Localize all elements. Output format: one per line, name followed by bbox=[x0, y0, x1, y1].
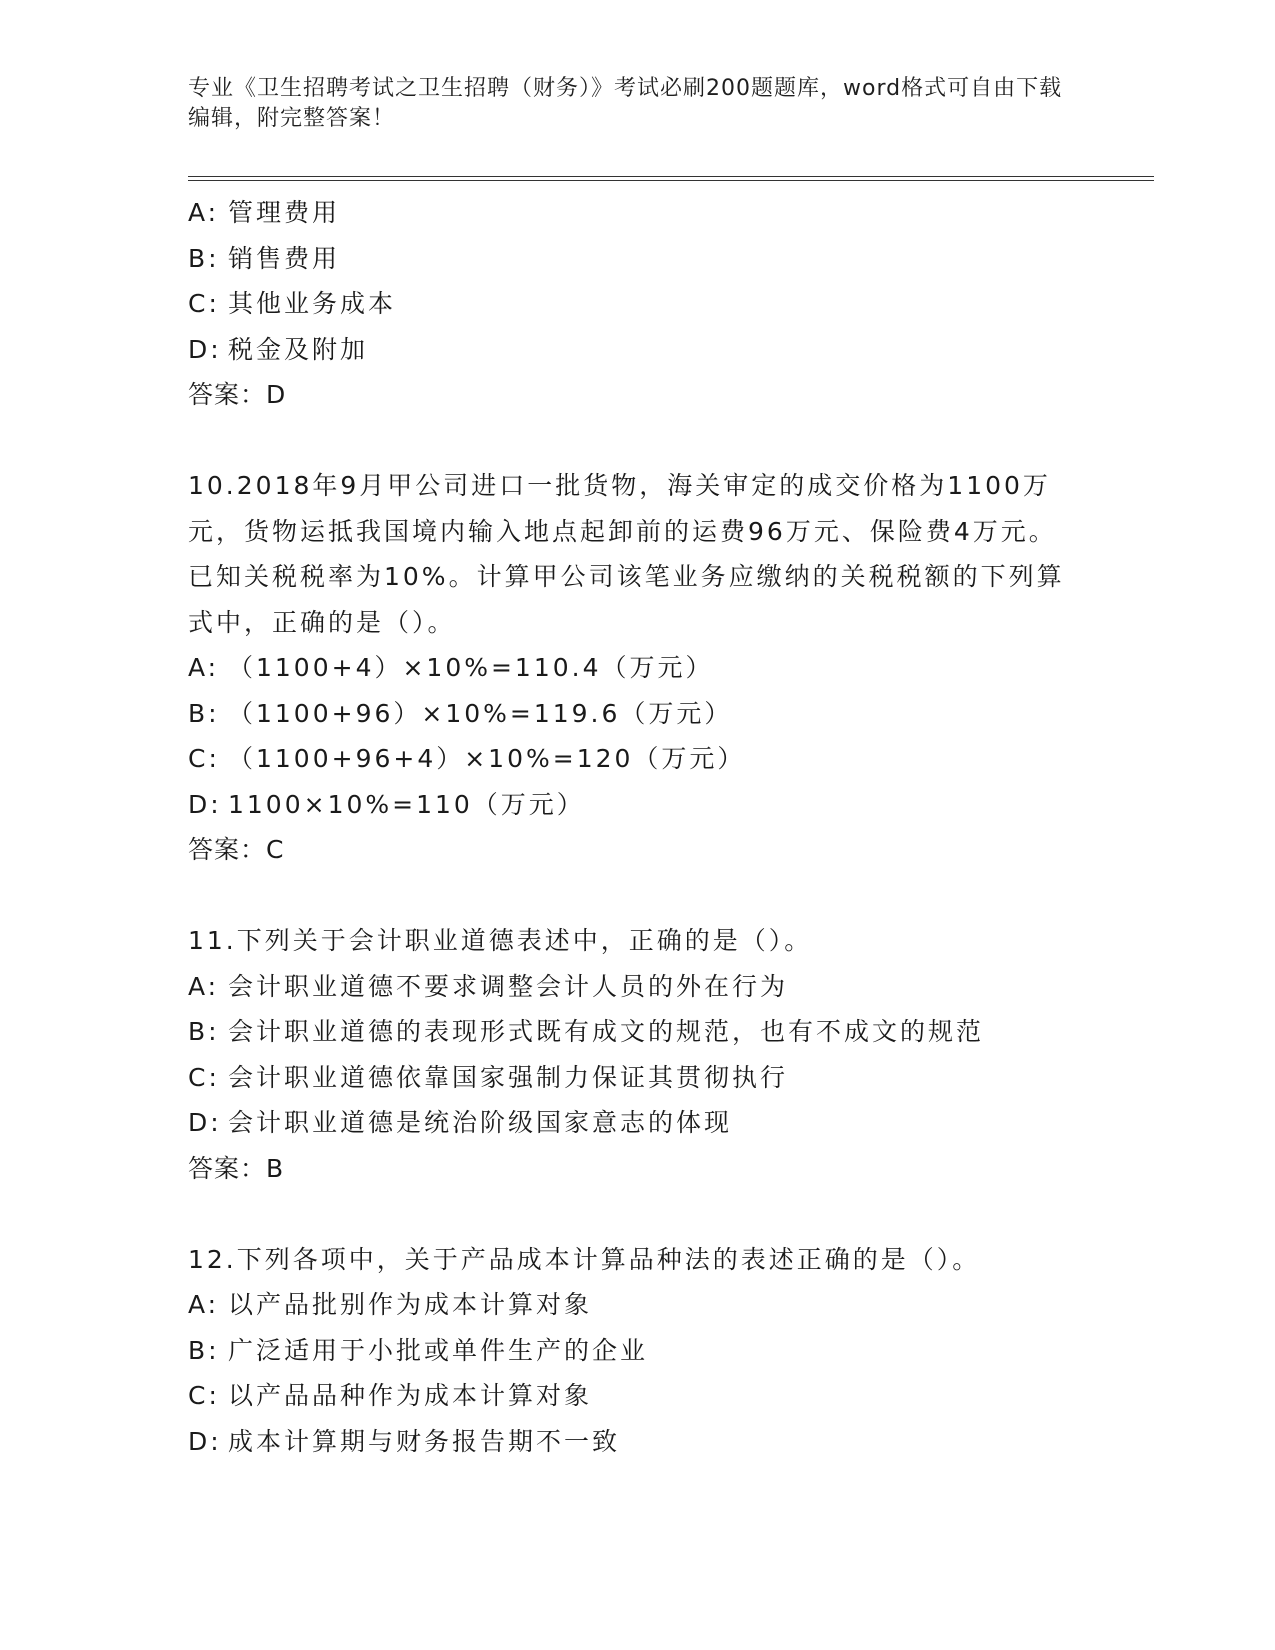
question-stem: 11.下列关于会计职业道德表述中，正确的是（）。 bbox=[188, 926, 813, 955]
answer-line: 答案：D bbox=[188, 380, 287, 409]
option-letter: C: bbox=[188, 1381, 220, 1410]
spacer bbox=[188, 1191, 1088, 1237]
spacer bbox=[188, 418, 1088, 464]
question-stem: 12.下列各项中，关于产品成本计算品种法的表述正确的是（）。 bbox=[188, 1244, 981, 1274]
option-d bbox=[188, 782, 1088, 828]
option-text: 1100×10%=110（万元） bbox=[228, 789, 585, 819]
option-text: 其他业务成本 bbox=[228, 289, 397, 318]
option-letter: C: bbox=[188, 1062, 220, 1092]
option-letter: B: bbox=[188, 1335, 220, 1365]
option-letter: D: bbox=[188, 1426, 222, 1456]
option-text: 以产品品种作为成本计算对象 bbox=[228, 1381, 593, 1410]
option-letter: B: bbox=[188, 698, 220, 728]
option-letter: A: bbox=[188, 198, 220, 227]
option-letter: D: bbox=[188, 1108, 222, 1137]
option-text: 管理费用 bbox=[228, 198, 341, 227]
option-text: 会计职业道德是统治阶级国家意志的体现 bbox=[228, 1108, 733, 1137]
page-header-title: 专业《卫生招聘考试之卫生招聘（财务）》考试必刷200题题库，word格式可自由下载编辑，附完整答案！ bbox=[188, 76, 1063, 131]
option-a bbox=[188, 964, 1088, 1010]
option-letter: B: bbox=[188, 243, 220, 273]
option-text: （1100+96）×10%=119.6（万元） bbox=[228, 698, 733, 728]
option-letter: A: bbox=[188, 971, 220, 1001]
answer-line: 答案：B bbox=[188, 1153, 285, 1183]
header-divider bbox=[188, 176, 1154, 181]
option-text: 广泛适用于小批或单件生产的企业 bbox=[228, 1335, 649, 1365]
option-text: 以产品批别作为成本计算对象 bbox=[228, 1290, 593, 1319]
question-9-options bbox=[188, 190, 1088, 418]
option-letter: C: bbox=[188, 744, 220, 773]
option-text: 成本计算期与财务报告期不一致 bbox=[228, 1426, 621, 1456]
option-a bbox=[188, 190, 1088, 236]
option-text: （1100+4）×10%=110.4（万元） bbox=[228, 653, 714, 682]
question-12 bbox=[188, 1237, 1088, 1465]
option-text: （1100+96+4）×10%=120（万元） bbox=[228, 744, 746, 773]
option-text: 销售费用 bbox=[228, 243, 341, 273]
option-c bbox=[188, 281, 1088, 327]
option-letter: A: bbox=[188, 653, 220, 682]
option-a bbox=[188, 1282, 1088, 1328]
option-text: 会计职业道德不要求调整会计人员的外在行为 bbox=[228, 971, 789, 1001]
option-d bbox=[188, 1100, 1088, 1146]
answer-line: 答案：C bbox=[188, 835, 285, 864]
option-c bbox=[188, 1373, 1088, 1419]
option-text: 税金及附加 bbox=[228, 334, 369, 364]
option-letter: C: bbox=[188, 289, 220, 318]
option-c bbox=[188, 1055, 1088, 1101]
option-b bbox=[188, 236, 1088, 282]
question-content bbox=[188, 190, 1088, 1464]
option-letter: A: bbox=[188, 1290, 220, 1319]
option-letter: D: bbox=[188, 789, 222, 819]
option-b bbox=[188, 1328, 1088, 1374]
option-text: 会计职业道德的表现形式既有成文的规范，也有不成文的规范 bbox=[228, 1017, 985, 1046]
option-b bbox=[188, 691, 1088, 737]
option-text: 会计职业道德依靠国家强制力保证其贯彻执行 bbox=[228, 1062, 789, 1092]
question-11 bbox=[188, 918, 1088, 1191]
option-d bbox=[188, 1419, 1088, 1465]
option-b bbox=[188, 1009, 1088, 1055]
option-d bbox=[188, 327, 1088, 373]
option-letter: D: bbox=[188, 334, 222, 364]
option-letter: B: bbox=[188, 1017, 220, 1046]
option-c bbox=[188, 736, 1088, 782]
question-10 bbox=[188, 463, 1088, 873]
question-stem: 10.2018年9月甲公司进口一批货物，海关审定的成交价格为1100万元，货物运抵我国境内输入地点起卸前的运费96万元、保险费4万元。已知关税税率为10%。计算甲公司该笔业务应缴纳的关税税额的下列算式中，正确的是（）。 bbox=[188, 471, 1065, 637]
spacer bbox=[188, 873, 1088, 919]
option-a bbox=[188, 645, 1088, 691]
